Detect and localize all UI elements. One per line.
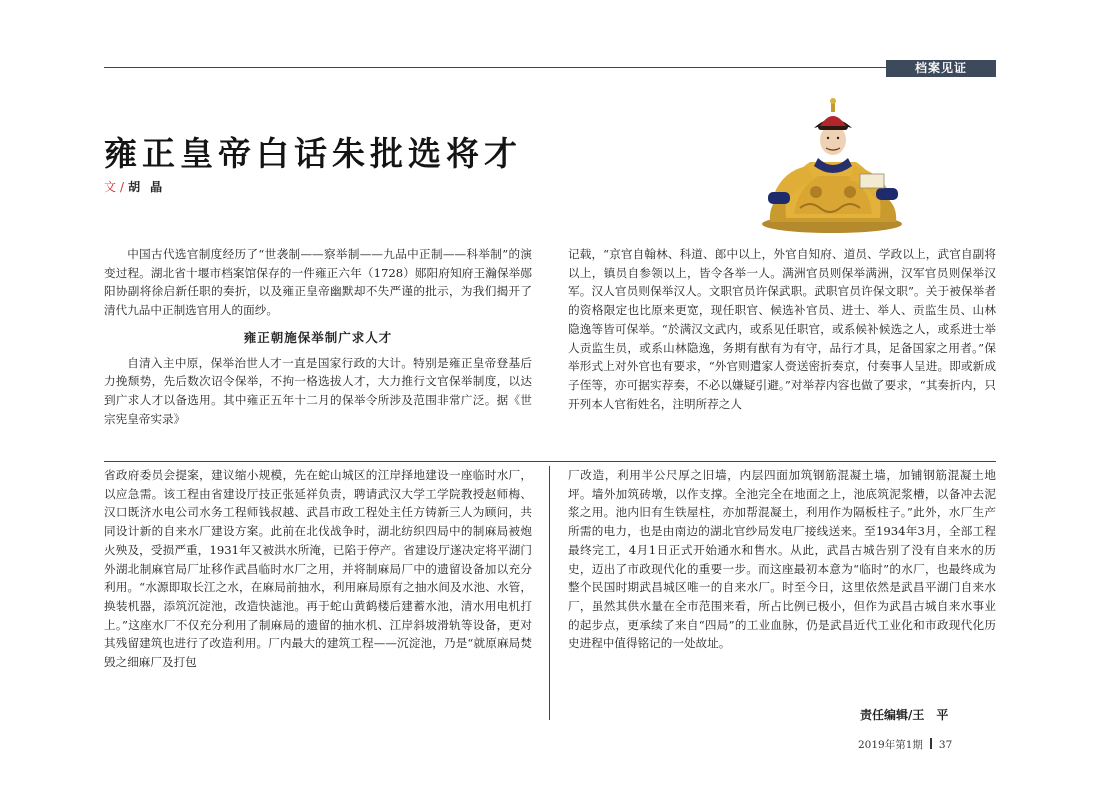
folio-bar — [930, 738, 932, 749]
byline-by: 文 — [104, 180, 117, 194]
page-folio — [858, 737, 952, 752]
page-number: 37 — [938, 739, 953, 751]
issue-label: 2019年第1期 — [858, 739, 923, 751]
column-divider — [549, 466, 550, 720]
header-rule — [104, 67, 886, 68]
section-subheading: 雍正朝施保举制广求人才 — [243, 329, 393, 345]
article-column-4 — [568, 466, 996, 653]
byline — [104, 178, 172, 195]
article-column-3 — [104, 466, 532, 672]
section-tag: 档案见证 — [886, 60, 996, 77]
article-title: 雍正皇帝白话朱批选将才 — [104, 134, 522, 173]
intro-paragraph: 中国古代选官制度经历了“世袭制——察举制——九品中正制——科举制”的演变过程。湖北省十堰市档案馆保存的一件雍正六年（1728）郧阳府知府王瀚保举郧阳协副将徐启新任职的奏折，以及雍正皇帝幽默却不失严谨的批示，为我们揭开了清代九品中正制选官用人的面纱。 — [104, 247, 532, 318]
article-column-1 — [104, 245, 532, 428]
emperor-portrait-icon — [748, 96, 908, 234]
responsible-editor: 责任编辑/王 平 — [860, 708, 949, 722]
byline-separator: / — [120, 180, 125, 194]
body-paragraph-1: 自清入主中原，保举治世人才一直是国家行政的大计。特别是雍正皇帝登基后力挽颓势，先后数次诏令保举，不拘一格选拔人才，大力推行文官保举制度，以达到广求人才以备选用。其中雍正五年十二月的保举令所涉及范围非常广泛。据《世宗宪皇帝实录》 — [104, 355, 532, 426]
content-divider-rule — [104, 461, 996, 462]
body-paragraph-4: 厂改造，利用半公尺厚之旧墙，内层四面加筑钢筋混凝土墙，加铺钢筋混凝土地坪。墙外加筑砖墩，以作支撑。全池完全在地面之上，池底筑泥浆槽，以备冲去泥浆之用。池内旧有生铁屋柱，亦加帮混凝土，利用作为隔板柱子。”此外，水厂生产所需的电力，也是由南边的湖北官纱局发电厂接线送来。至1934年3月，全部工程最终完工，4月1日正式开始通水和售水。从此，武昌古城告别了没有自来水的历史，迈出了市政现代化的重要一步。而这座最初本意为“临时”的水厂，也最终成为整个民国时期武昌城区唯一的自来水厂。时至今日，这里依然是武昌平湖门自来水厂，虽然其供水量在全市范围来看，所占比例已极小，但作为武昌古城自来水事业的起步点，更承续了来自“四局”的工业血脉，仍是武昌近代工业化和市政现代化历史进程中值得铭记的一处故址。 — [568, 468, 996, 651]
body-paragraph-2: 记载，“京官自翰林、科道、郎中以上，外官自知府、道员、学政以上，武官自副将以上，镇员自参领以上，皆令各举一人。满洲官员则保举满洲，汉军官员则保举汉军。汉人官员则保举汉人。文职官员许保武职。武职官员许保文职”。关于被保举者的资格限定也比原来更宽，现任职官、候选补官员、进士、举人、贡监生员、山林隐逸等皆可保举。“於满汉文武内，或系见任职官，或系候补候选之人，或系进士举人贡监生员，或系山林隐逸，务期有猷有为有守，品行才具，足备国家之用者。”保举形式上对外官也有要求，“外官则遣家人赍送密折奏京，付奏事人呈进。即或新成子侄等，亦可据实荐奏，不必以嫌疑引避。”对举荐内容也做了要求，“其奏折内，只开列本人官衔姓名，注明所荐之人 — [568, 247, 996, 411]
byline-author: 胡晶 — [128, 180, 173, 194]
article-column-2 — [568, 245, 996, 413]
body-paragraph-3: 省政府委员会提案，建议缩小规模，先在蛇山城区的江岸择地建设一座临时水厂，以应急需。该工程由省建设厅技正张延祥负责，聘请武汉大学工学院教授赵师梅、汉口既济水电公司水务工程师钱叔越、武昌市政工程处主任方铸新三人为顾问，共同设计新的自来水厂建设方案。此前在北伐战争时，湖北纺织四局中的制麻局被炮火殃及，受损严重，1931年又被洪水所淹，已陷于停产。省建设厅遂决定将平湖门外湖北制麻官局厂址移作武昌临时水厂之用，并将制麻局厂中的遗留设备加以充分利用。“水源即取长江之水，在麻局前抽水，利用麻局原有之抽水间及水池、水管，换装机器，添筑沉淀池，改造快滤池。再于蛇山黄鹤楼后建蓄水池，清水用电机打上。”这座水厂不仅充分利用了制麻局的遗留的抽水机、江岸斜坡滑轨等设备，更对其残留建筑也进行了改造利用。厂内最大的建筑工程——沉淀池，乃是“就原麻局焚毁之细麻厂及打包 — [104, 468, 532, 670]
